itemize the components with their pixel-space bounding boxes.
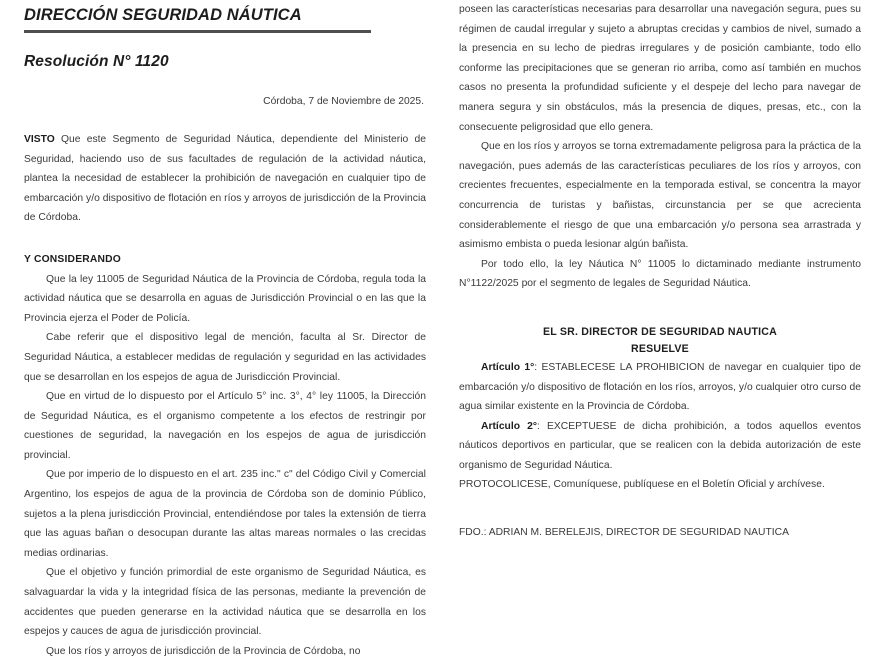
dateline: Córdoba, 7 de Noviembre de 2025. (263, 95, 424, 107)
left-column (24, 0, 426, 661)
considerando-paragraph-1: Que la ley 11005 de Seguridad Náutica de la Provincia de Córdoba, regula toda la actividad náutica que se desarrolla en aguas de Jurisdicción Provincial o en las que la Provincia ejerza el Poder de Policía. (24, 273, 426, 324)
visto-text: Que este Segmento de Seguridad Náutica, dependiente del Ministerio de Seguridad, haciendo uso de sus facultades de regulación de la actividad náutica, plantea la necesidad de establecer la prohibición de navegación en cualquier tipo de embarcación y/o dispositivo de flotación en ríos y arroyos de jurisdicción de la Provincia de Córdoba. (24, 133, 426, 224)
right-column (459, 0, 861, 543)
articulo-1-label: Artículo 1° (481, 361, 535, 373)
signature-line: FDO.: ADRIAN M. BERELEJIS, DIRECTOR DE SEGURIDAD NAUTICA (459, 527, 789, 539)
articulo-2-text: : EXCEPTUESE de dicha prohibición, a todos aquellos eventos náuticos deportivos en particular, que se realicen con la debida autorización de este organismo de Seguridad Náutica. (459, 420, 862, 471)
visto-paragraph (24, 130, 426, 228)
visto-label: VISTO (24, 133, 55, 145)
articulo-1-text: : ESTABLECESE LA PROHIBICION de navegar en cualquier tipo de embarcación y/o dispositivo de flotación en los ríos, arroyos, y/o cualquier otro curso de agua similar existente en la Provincia de Córdoba. (459, 361, 861, 413)
considerando-paragraph-3: Que en virtud de lo dispuesto por el Artículo 5° inc. 3°, 4° ley 11005, la Dirección de Seguridad Náutica, es el organismo competente a los efectos de restringir por cuestiones de seguridad, la navegación en los espejos de agua de jurisdicción provincial. (24, 391, 426, 461)
considerando-label: Y CONSIDERANDO (24, 253, 122, 265)
articulo-2-label: Artículo 2° (481, 420, 538, 432)
resuelve-heading-line-2: RESUELVE (631, 342, 689, 355)
considerando-paragraph-4: Que por imperio de lo dispuesto en el art. 235 inc." c" del Código Civil y Comercial Argentino, los espejos de agua de la provincia de Córdoba son de dominio Público, sujetos a la plena jurisdicción Provincial, entendiéndose por tales la extensión de tierra que las aguas bañan o desocupan durante las altas mareas normales o las crecidas medias ordinarias. (24, 469, 426, 559)
articulo-2 (459, 417, 861, 476)
right-paragraph-1: Que en los ríos y arroyos se torna extremadamente peligrosa para la práctica de la navegación, pues además de las características peculiares de los ríos y arroyos, con crecientes frecuentes, especialmente en la temporada estival, se concentra la mayor concurrencia de turistas y bañistas, circunstancia per se que acrecienta considerablemente el riesgo de que una embarcación y/o persona sea arrastrada y asimismo embista o pueda lesionar algún bañista. (459, 141, 861, 251)
protocol-paragraph: PROTOCOLICESE, Comuníquese, publíquese en el Boletín Oficial y archívese. (459, 479, 825, 491)
considerando-paragraph-6: Que los ríos y arroyos de jurisdicción de la Provincia de Córdoba, no (46, 645, 361, 657)
page-title: DIRECCIÓN SEGURIDAD NÁUTICA (24, 6, 302, 24)
right-paragraph-2: Por todo ello, la ley Náutica N° 11005 lo dictaminado mediante instrumento N°1122/2025 por el segmento de legales de Seguridad Náutica. (459, 258, 861, 290)
visto-block (24, 130, 426, 228)
resuelve-heading (459, 324, 861, 358)
masthead (24, 6, 371, 33)
articulo-1 (459, 358, 861, 417)
considerando-paragraph-5: Que el objetivo y función primordial de este organismo de Seguridad Náutica, es salvaguardar la vida y la integridad física de las personas, mediante la prevención de accidentes que pueden generarse en la actividad náutica que se desarrolla en los espejos y cauces de agua de jurisdicción provincial. (24, 567, 426, 638)
resolution-title: Resolución N° 1120 (24, 52, 169, 70)
resuelve-heading-line-1: EL SR. DIRECTOR DE SEGURIDAD NAUTICA (542, 325, 777, 338)
considerando-paragraph-2: Cabe referir que el dispositivo legal de mención, faculta al Sr. Director de Seguridad Náutica, a establecer medidas de regulación y seguridad en las actividades que se desarrollan en los espejos de agua de Jurisdicción Provincial. (24, 332, 426, 383)
continuation-paragraph: poseen las características necesarias para desarrollar una navegación segura, pues su régimen de caudal irregular y sujeto a abruptas crecidas y cambios de nivel, sumado a la presencia en su lecho de piedras irregulares y de posición cambiante, todo ello conforme las precipitaciones que se generan rio arriba, como así también en muchos casos no presenta la profundidad suficiente y el despeje del lecho para navegar de manera segura y sin obstáculos, más la presencia de diques, presas, etc., con la consecuente peligrosidad que ello genera. (459, 4, 861, 133)
